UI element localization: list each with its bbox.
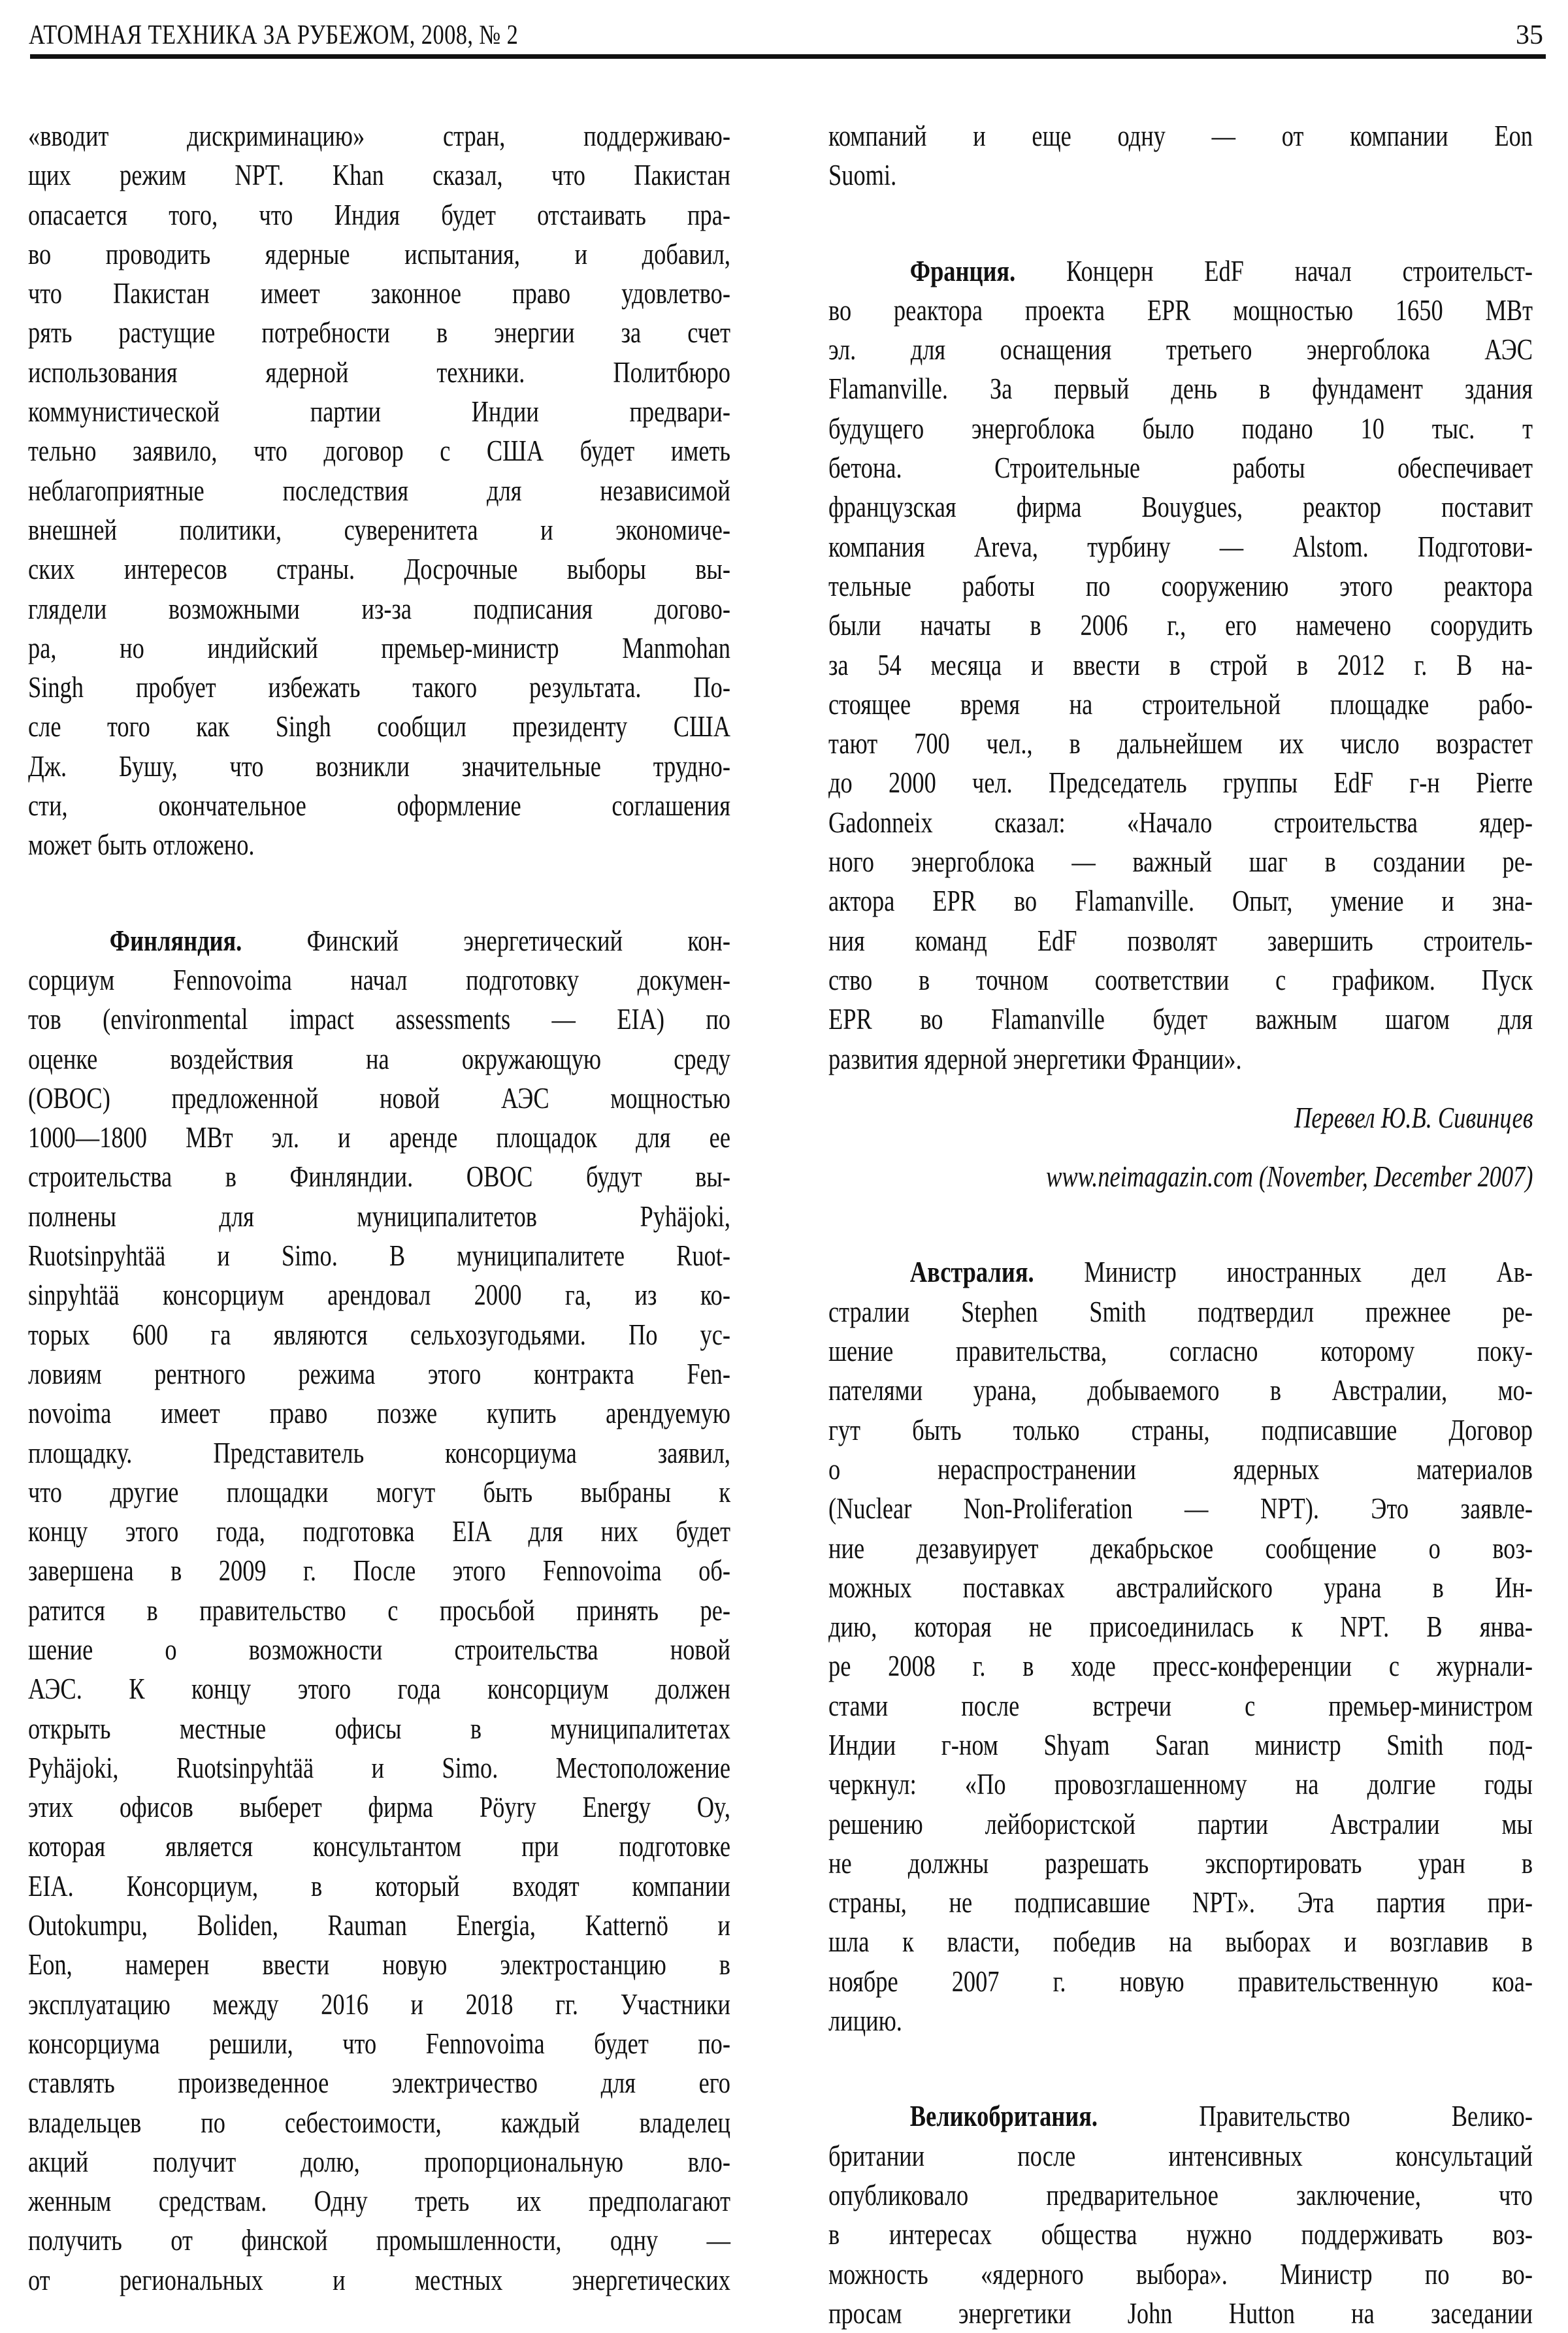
text-line: ство в точном соответствии с графиком. Пуск (828, 962, 1533, 996)
text-line: щих режим NPT. Khan сказал, что Пакистан (28, 158, 730, 192)
section-first-line-text: Министр иностранных дел Ав- (1084, 1255, 1533, 1289)
text-line: во реактора проекта EPR мощностью 1650 МВт (828, 293, 1533, 327)
text-line: ловиям рентного режима этого контракта Fen- (28, 1356, 730, 1390)
left-column (28, 116, 730, 2300)
text-line: которая является консультантом при подготовке (28, 1829, 730, 1863)
text-line: шла к власти, победив на выборах и возглавив в (828, 1925, 1533, 1959)
section-heading: Финляндия. (109, 923, 242, 957)
text-line: novoima имеет право позже купить арендуемую (28, 1396, 730, 1430)
source-citation: www.neimagazin.com (November, December 2007) (1045, 1160, 1533, 1194)
text-line: просам энергетики John Hutton на заседании (828, 2296, 1533, 2330)
text-line: Индии г-ном Shyam Saran министр Smith под- (828, 1727, 1533, 1761)
text-line: можных поставках австралийского урана в Ин- (828, 1570, 1533, 1604)
text-line: оценке воздействия на окружающую среду (28, 1041, 730, 1075)
text-line: внешней политики, суверенитета и экономиче- (28, 512, 730, 546)
text-line: ние дезавуирует декабрьское сообщение о воз- (828, 1531, 1533, 1565)
text-line: акций получит долю, пропорциональную вло- (28, 2144, 730, 2178)
page-number: 35 (1516, 20, 1543, 50)
text-line: черкнул: «По провозглашенному на долгие годы (828, 1767, 1533, 1801)
text-line: сти, окончательное оформление соглашения (28, 789, 730, 823)
text-line: тельные работы по сооружению этого реактора (828, 568, 1533, 602)
text-line: коммунистической партии Индии предвари- (28, 395, 730, 429)
text-line: опубликовало предварительное заключение, что (828, 2178, 1533, 2211)
text-line: дию, которая не присоединилась к NPT. В янва- (828, 1610, 1533, 1644)
text-line: завершена в 2009 г. После этого Fennovoima об- (28, 1554, 730, 1588)
text-line: 1000—1800 МВт эл. и аренде площадок для ее (28, 1120, 730, 1154)
text-line: глядели возможными из-за подписания догово- (28, 591, 730, 625)
text-line: до 2000 чел. Председатель группы EdF г-н Pierre (828, 766, 1533, 800)
text-line: тают 700 чел., в дальнейшем их число возрастет (828, 726, 1533, 760)
text-line: шение правительства, согласно которому поку- (828, 1334, 1533, 1368)
text-line: будущего энергоблока было подано 10 тыс. т (828, 411, 1533, 445)
text-line: ратится в правительство с просьбой принять ре- (28, 1593, 730, 1627)
text-line: актора EPR во Flamanville. Опыт, умение и зна- (828, 884, 1533, 918)
text-line: не должны разрешать экспортировать уран в (828, 1846, 1533, 1880)
text-line: эксплуатацию между 2016 и 2018 гг. Участники (28, 1987, 730, 2021)
text-line: решению лейбористской партии Австралии мы (828, 1806, 1533, 1840)
text-line: концу этого года, подготовка EIA для них будет (28, 1514, 730, 1548)
section-first-line-text: Финский энергетический кон- (306, 923, 731, 957)
text-line: ра, но индийский премьер-министр Manmohan (28, 630, 730, 664)
text-line: страны, не подписавшие NPT». Эта партия при- (828, 1885, 1533, 1919)
text-line: ного энергоблока — важный шаг в создании ре- (828, 845, 1533, 879)
text-line: эл. для оснащения третьего энергоблока АЭС (828, 333, 1533, 367)
text-line: Singh пробует избежать такого результата. По- (28, 670, 730, 704)
text-line: стралии Stephen Smith подтвердил прежнее ре- (828, 1294, 1533, 1328)
text-line: полнены для муниципалитетов Pyhäjoki, (28, 1199, 730, 1233)
text-line: ре 2008 г. в ходе пресс-конференции с журнали- (828, 1649, 1533, 1683)
text-line: АЭС. К концу этого года консорциум должен (28, 1672, 730, 1706)
text-line: использования ядерной техники. Политбюро (28, 355, 730, 389)
text-line: получить от финской промышленности, одну — (28, 2223, 730, 2257)
text-line: ния команд EdF позволят завершить строитель- (828, 923, 1533, 957)
text-line: Дж. Бушу, что возникли значительные трудно- (28, 749, 730, 783)
section-heading: Австралия. (909, 1255, 1034, 1289)
text-line: что Пакистан имеет законное право удовлетво- (28, 276, 730, 310)
text-line: компаний и еще одну — от компании Eon (828, 119, 1533, 152)
text-line: Gadonneix сказал: «Начало строительства ядер- (828, 805, 1533, 839)
section-first-line (28, 921, 730, 960)
text-line: женным средствам. Одну треть их предполагают (28, 2184, 730, 2218)
text-line: Pyhäjoki, Ruotsinpyhtää и Simo. Местоположение (28, 1750, 730, 1784)
right-column (828, 116, 1533, 2333)
text-line: (Nuclear Non-Proliferation — NPT). Это заявле- (828, 1492, 1533, 1525)
uk-paragraph (828, 2096, 1533, 2333)
text-line: шение о возможности строительства новой (28, 1632, 730, 1666)
section-first-line (828, 1252, 1533, 1292)
text-line: были начаты в 2006 г., его намечено соорудить (828, 608, 1533, 642)
text-line: Outokumpu, Boliden, Rauman Energia, Katternö и (28, 1908, 730, 1942)
text-line: гут быть только страны, подписавшие Договор (828, 1412, 1533, 1446)
australia-paragraph (828, 1252, 1533, 2040)
section-first-line-text: Концерн EdF начал строительст- (1066, 253, 1533, 287)
text-line: ставлять произведенное электричество для его (28, 2066, 730, 2100)
text-line: EIA. Консорциум, в который входят компании (28, 1868, 730, 1902)
text-line: что другие площадки могут быть выбраны к (28, 1475, 730, 1509)
header-rule (30, 54, 1546, 59)
text-line: площадку. Представитель консорциума заявил, (28, 1435, 730, 1469)
finland-paragraph (28, 921, 730, 2300)
section-first-line-text: Правительство Велико- (1199, 2099, 1533, 2133)
text-line: открыть местные офисы в муниципалитетах (28, 1711, 730, 1745)
text-line: пателями урана, добываемого в Австралии, мо- (828, 1373, 1533, 1407)
section-heading: Великобритания. (909, 2099, 1098, 2133)
running-header (29, 20, 1543, 59)
text-line: стами после встречи с премьер-министром (828, 1688, 1533, 1722)
text-line: опасается того, что Индия будет отстаивать пра- (28, 197, 730, 231)
text-line: сле того как Singh сообщил президенту США (28, 710, 730, 743)
text-line: «вводит дискриминацию» стран, поддерживаю- (28, 119, 730, 152)
text-line: Flamanville. За первый день в фундамент здания (828, 372, 1533, 406)
section-first-line (828, 252, 1533, 291)
text-line: торых 600 га являются сельхозугодьями. По ус- (28, 1317, 730, 1351)
text-line: консорциума решили, что Fennovoima будет по- (28, 2026, 730, 2060)
text-line: за 54 месяца и ввести в строй в 2012 г. В на- (828, 647, 1533, 681)
finland-continuation-paragraph (828, 116, 1533, 195)
journal-title: АТОМНАЯ ТЕХНИКА ЗА РУБЕЖОМ, 2008, № 2 (29, 20, 519, 50)
text-line: сорциум Fennovoima начал подготовку докумен- (28, 962, 730, 996)
text-line: от региональных и местных энергетических (28, 2262, 730, 2296)
text-line: лицию. (828, 2004, 902, 2038)
text-line: этих офисов выберет фирма Pöyry Energy Oy, (28, 1790, 730, 1824)
text-line: можность «ядерного выбора». Министр по во- (828, 2257, 1533, 2291)
text-line: компания Areva, турбину — Alstom. Подготови- (828, 529, 1533, 563)
text-line: неблагоприятные последствия для независимой (28, 473, 730, 507)
section-heading: Франция. (909, 253, 1016, 287)
india-continuation-paragraph (28, 116, 730, 865)
section-first-line (828, 2096, 1533, 2136)
text-line: бетона. Строительные работы обеспечивает (828, 451, 1533, 485)
text-line: строительства в Финляндии. ОВОС будут вы- (28, 1160, 730, 1194)
text-line: EPR во Flamanville будет важным шагом для (828, 1002, 1533, 1036)
text-line: британии после интенсивных консультаций (828, 2138, 1533, 2172)
text-line: о нераспространении ядерных материалов (828, 1452, 1533, 1486)
text-line: владельцев по себестоимости, каждый владелец (28, 2105, 730, 2139)
text-line: развития ядерной энергетики Франции». (828, 1041, 1242, 1075)
text-line: Eon, намерен ввести новую электростанцию в (28, 1948, 730, 1982)
text-line: sinpyhtää консорциум арендовал 2000 га, из ко- (28, 1278, 730, 1312)
text-line: ских интересов страны. Досрочные выборы вы- (28, 552, 730, 586)
france-paragraph (828, 252, 1533, 1079)
text-line: французская фирма Bouygues, реактор поставит (828, 490, 1533, 524)
text-line: (ОВОС) предложенной новой АЭС мощностью (28, 1081, 730, 1115)
text-line: стоящее время на строительной площадке рабо- (828, 687, 1533, 721)
text-line: в интересах общества нужно поддерживать воз- (828, 2217, 1533, 2251)
text-line: ноябре 2007 г. новую правительственную коа- (828, 1964, 1533, 1998)
translator-credit: Перевел Ю.В. Сивинцев (1294, 1100, 1533, 1134)
text-line: рять растущие потребности в энергии за счет (28, 316, 730, 350)
text-line: во проводить ядерные испытания, и добавил, (28, 237, 730, 270)
text-line: может быть отложено. (28, 828, 255, 862)
text-line: Ruotsinpyhtää и Simo. В муниципалитете Ruot- (28, 1239, 730, 1273)
text-line: Suomi. (828, 158, 897, 192)
text-line: тов (environmental impact assessments — EIA) по (28, 1002, 730, 1036)
text-line: тельно заявило, что договор с США будет иметь (28, 434, 730, 468)
